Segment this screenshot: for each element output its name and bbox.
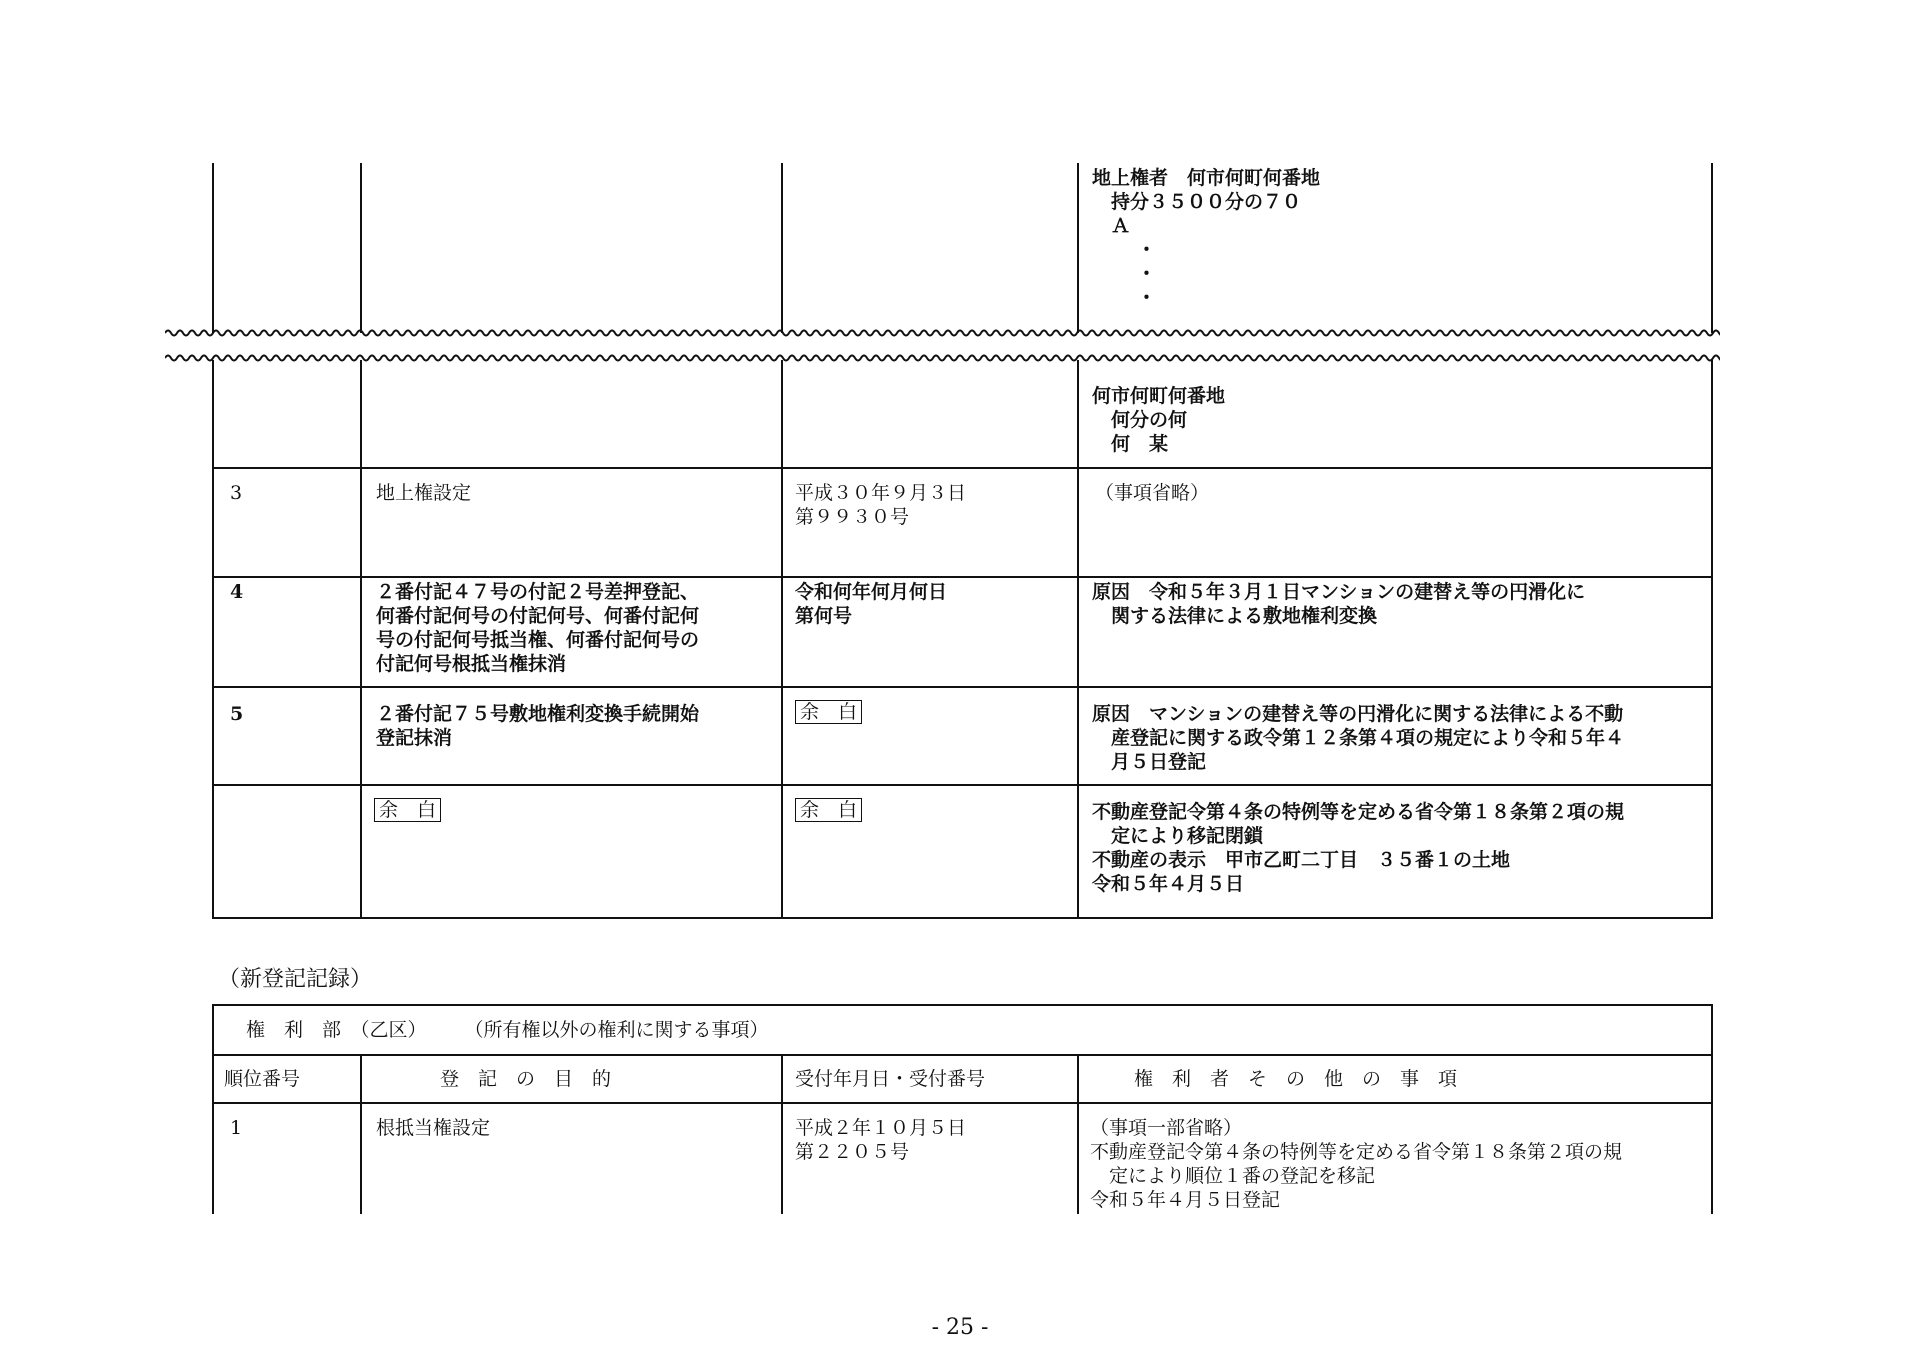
registration-purpose: 地上権設定: [376, 482, 472, 504]
column-header-rank: 順位番号: [224, 1068, 301, 1090]
ellipsis-dot: ・: [1137, 239, 1157, 261]
receipt-info: 平成２年１０月５日 第２２０５号: [795, 1117, 967, 1163]
details: 原因 マンションの建替え等の円滑化に関する法律による不動 産登記に関する政令第１２条第４項の規定により令和５年４ 月５日登記: [1092, 703, 1625, 773]
registration-purpose: ２番付記４７号の付記２号差押登記、 何番付記何号の付記何号、何番付記何 号の付記何号抵当権、何番付記何号の 付記何号根抵当権抹消: [376, 581, 700, 675]
address-line-2: 何分の何: [1092, 409, 1188, 431]
rank-number: 3: [230, 482, 243, 504]
column-header-purpose: 登 記 の 目 的: [440, 1068, 612, 1090]
section-title: （新登記記録）: [218, 967, 373, 992]
blank-cell: [795, 798, 862, 822]
registration-purpose: ２番付記７５号敷地権利変換手続開始 登記抹消: [376, 703, 700, 749]
address-line-3: 何 某: [1092, 433, 1169, 455]
details: 原因 令和５年３月１日マンションの建替え等の円滑化に 関する法律による敷地権利変換: [1092, 581, 1586, 627]
details: （事項省略）: [1095, 482, 1210, 504]
rank-number: 5: [230, 703, 244, 725]
column-header-receipt: 受付年月日・受付番号: [795, 1068, 986, 1090]
details: 不動産登記令第４条の特例等を定める省令第１８条第２項の規 定により移記閉鎖 不動産の表示 甲市乙町二丁目 ３５番１の土地 令和５年４月５日: [1092, 801, 1625, 895]
receipt-info: 令和何年何月何日 第何号: [795, 581, 948, 627]
registration-purpose: 根抵当権設定: [376, 1117, 491, 1139]
details: （事項一部省略） 不動産登記令第４条の特例等を定める省令第１８条第２項の規 定により順位１番の登記を移記 令和５年４月５日登記: [1090, 1117, 1623, 1211]
blank-cell: [795, 700, 862, 724]
break-wave-lower: [165, 351, 1720, 365]
address-line-1: 何市何町何番地: [1092, 385, 1226, 407]
blank-box: 余 白: [374, 798, 441, 822]
column-header-details: 権 利 者 そ の 他 の 事 項: [1134, 1068, 1458, 1090]
blank-box: 余 白: [795, 798, 862, 822]
rank-number: 4: [230, 581, 244, 603]
receipt-info: 平成３０年９月３日 第９９３０号: [795, 482, 967, 528]
ellipsis-dot: ・: [1137, 287, 1157, 309]
ellipsis-dot: ・: [1137, 263, 1157, 285]
blank-box: 余 白: [795, 700, 862, 724]
rank-number: 1: [230, 1117, 243, 1139]
break-wave-upper: [165, 326, 1720, 340]
blank-cell: [374, 798, 441, 822]
holder-line-1: 地上権者 何市何町何番地: [1092, 167, 1321, 189]
holder-line-2: 持分３５００分の７０: [1092, 191, 1302, 213]
page-number: - 25 -: [931, 1315, 989, 1340]
rights-section-header: 権 利 部 （乙区） （所有権以外の権利に関する事項）: [246, 1019, 769, 1041]
holder-line-3: Ａ: [1092, 215, 1131, 237]
